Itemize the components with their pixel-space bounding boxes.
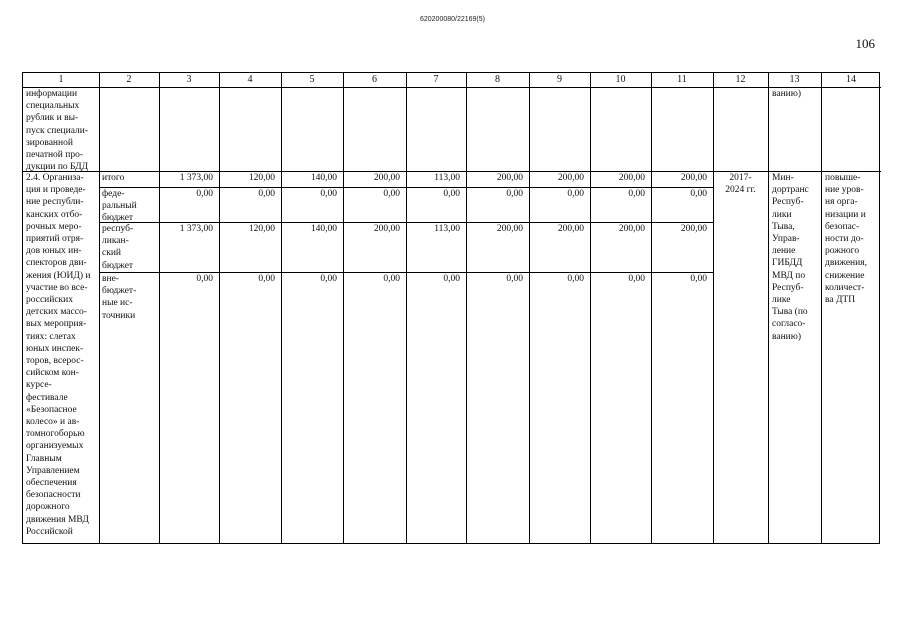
item-name-line: спекторов дви- (26, 258, 87, 269)
prev-row-name-line: специальных (26, 101, 80, 112)
item-name-line: жения (ЮИД) и (26, 270, 91, 281)
funding-value: 1 373,00 (179, 224, 213, 234)
prev-row-name-line: рублик и вы- (26, 113, 79, 124)
funding-value: 0,00 (383, 274, 400, 284)
item-name-line: рочных меро- (26, 221, 82, 232)
result-line: низации и (825, 209, 866, 220)
prev-row-name-line: зированной (26, 137, 73, 148)
executor-line: Респуб- (772, 282, 804, 293)
funding-source-line: вне- (102, 274, 119, 284)
executor-line: согласо- (772, 319, 806, 330)
header-cell-8: 8 (495, 74, 500, 85)
header-cell-4: 4 (247, 74, 253, 85)
header-cell-1: 1 (58, 74, 64, 85)
executor-line: Управ- (772, 234, 800, 244)
funding-source-line: бюджет (102, 260, 134, 271)
item-name-line: участие во все- (26, 282, 88, 293)
prev-row-executor-tail: ванию) (772, 89, 802, 99)
result-line: снижение (825, 270, 865, 281)
result-line: движения, (825, 258, 867, 269)
header-cell-3: 3 (186, 74, 192, 85)
funding-source-line: бюджет (102, 213, 134, 224)
header-cell-9: 9 (557, 74, 562, 85)
funding-source-line: точники (102, 310, 136, 321)
item-name-line: российских (26, 295, 74, 305)
column-divider (281, 73, 282, 543)
item-name-line: дорожного (26, 502, 70, 513)
funding-source-line: ликан- (102, 236, 129, 247)
item-name-line: дов юных ин- (26, 246, 82, 257)
header-cell-2: 2 (126, 74, 132, 85)
funding-value: 140,00 (310, 173, 337, 183)
header-divider (23, 87, 881, 88)
prev-row-name-line: пуск специали- (26, 125, 89, 136)
funding-source-line: ральный (102, 201, 137, 212)
funding-source-line: феде- (102, 189, 125, 199)
prev-row-name-line: печатной про- (26, 150, 84, 160)
item-name-line: курсе- (26, 380, 52, 391)
funding-value: 0,00 (258, 189, 275, 199)
item-name-line: Главным (26, 453, 62, 464)
executor-line: Тыва (по (772, 307, 808, 318)
item-name-line: торов, всерос- (26, 356, 84, 366)
result-line: безопас- (825, 221, 860, 232)
executor-line: ление (772, 246, 796, 257)
funding-value: 0,00 (443, 189, 460, 199)
prev-row-name-line: информации (26, 89, 78, 99)
document-id: 620200080/22169(5) (419, 16, 485, 23)
funding-value: 120,00 (248, 224, 275, 234)
executor-line: ванию) (772, 331, 802, 342)
funding-value: 0,00 (567, 274, 584, 284)
funding-value: 0,00 (320, 189, 337, 199)
item-name-line: ние республи- (26, 197, 84, 208)
program-table (22, 72, 880, 544)
item-name-line: вых мероприя- (26, 319, 87, 330)
column-divider (529, 73, 530, 543)
executor-line: лике (772, 295, 791, 305)
funding-value: 113,00 (434, 173, 460, 183)
item-name-line: 2.4. Организа- (26, 173, 84, 183)
funding-value: 0,00 (258, 274, 275, 284)
funding-value: 200,00 (496, 224, 523, 234)
header-cell-6: 6 (372, 74, 377, 85)
item-name-line: приятий отря- (26, 234, 84, 244)
column-divider (713, 73, 714, 543)
item-name-line: канских отбо- (26, 209, 83, 220)
period-line: 2017- (729, 173, 752, 183)
item-name-line: обеспечения (26, 478, 77, 488)
column-divider (219, 73, 220, 543)
funding-value: 0,00 (628, 189, 645, 199)
funding-value: 200,00 (557, 224, 584, 234)
executor-line: Мин- (772, 173, 794, 183)
funding-value: 0,00 (320, 274, 337, 284)
result-line: рожного (825, 246, 860, 257)
funding-value: 0,00 (196, 274, 213, 284)
header-cell-14: 14 (846, 74, 856, 85)
funding-value: 113,00 (434, 224, 460, 234)
item-name-line: «Безопасное (26, 404, 77, 415)
funding-source-line: ные ис- (102, 298, 133, 309)
item-name-line: Управлением (26, 465, 80, 476)
executor-line: Респуб- (772, 197, 804, 208)
funding-value: 200,00 (618, 173, 645, 183)
funding-source-line: респуб- (102, 224, 134, 234)
column-divider (406, 73, 407, 543)
funding-value: 0,00 (690, 274, 707, 284)
column-divider (768, 73, 769, 543)
funding-value: 200,00 (680, 224, 707, 234)
period-line: 2024 гг. (725, 185, 756, 196)
funding-value: 0,00 (506, 189, 523, 199)
funding-source-line: ский (102, 248, 121, 259)
result-line: ности до- (825, 234, 864, 244)
header-cell-12: 12 (735, 74, 746, 85)
result-line: ние уров- (825, 185, 864, 196)
header-cell-7: 7 (433, 74, 439, 85)
funding-value: 0,00 (628, 274, 645, 284)
item-name-line: юных инспек- (26, 343, 84, 354)
result-line: количест- (825, 282, 865, 293)
item-name-line: ция и проведе- (26, 185, 86, 196)
funding-value: 200,00 (496, 173, 523, 183)
column-divider (466, 73, 467, 543)
executor-line: дортранс (772, 185, 809, 196)
executor-line: ГИБДД (772, 258, 803, 269)
funding-value: 200,00 (557, 173, 584, 183)
prev-row-name-line: дукции по БДД (26, 162, 89, 173)
column-divider (590, 73, 591, 543)
item-name-line: детских массо- (26, 307, 87, 318)
funding-value: 120,00 (248, 173, 275, 183)
funding-value: 0,00 (690, 189, 707, 199)
funding-value: 200,00 (373, 173, 400, 183)
funding-value: 140,00 (310, 224, 337, 234)
page-number: 106 (855, 36, 875, 51)
funding-value: 0,00 (567, 189, 584, 199)
item-name-line: тиях: слетах (26, 331, 76, 342)
executor-line: лики (772, 209, 792, 220)
header-cell-5: 5 (309, 74, 315, 85)
funding-value: 0,00 (383, 189, 400, 199)
item-name-line: сийском кон- (26, 368, 79, 379)
header-cell-11: 11 (677, 74, 687, 85)
column-divider (99, 73, 100, 543)
item-name-line: движения МВД (26, 514, 89, 525)
item-name-line: безопасности (26, 490, 81, 501)
item-name-line: Российской (26, 526, 73, 537)
funding-value: 200,00 (373, 224, 400, 234)
column-divider (343, 73, 344, 543)
funding-source-line: бюджет- (102, 286, 137, 297)
header-cell-13: 13 (789, 74, 800, 85)
item-name-line: организуемых (26, 441, 84, 452)
header-cell-10: 10 (615, 74, 626, 85)
executor-line: МВД по (772, 270, 806, 281)
funding-source-line: итого (102, 173, 125, 183)
column-divider (651, 73, 652, 543)
funding-value: 0,00 (196, 189, 213, 199)
funding-value: 200,00 (618, 224, 645, 234)
funding-value: 0,00 (443, 274, 460, 284)
funding-value: 200,00 (680, 173, 707, 183)
result-line: повыше- (825, 173, 861, 183)
item-name-line: томногоборью (26, 429, 85, 440)
item-name-line: колесо» и ав- (26, 417, 80, 427)
result-line: ня орга- (825, 197, 858, 208)
funding-value: 1 373,00 (179, 173, 213, 183)
item-name-line: фестивале (26, 392, 68, 403)
funding-value: 0,00 (506, 274, 523, 284)
result-line: ва ДТП (825, 295, 856, 305)
executor-line: Тыва, (772, 221, 795, 232)
